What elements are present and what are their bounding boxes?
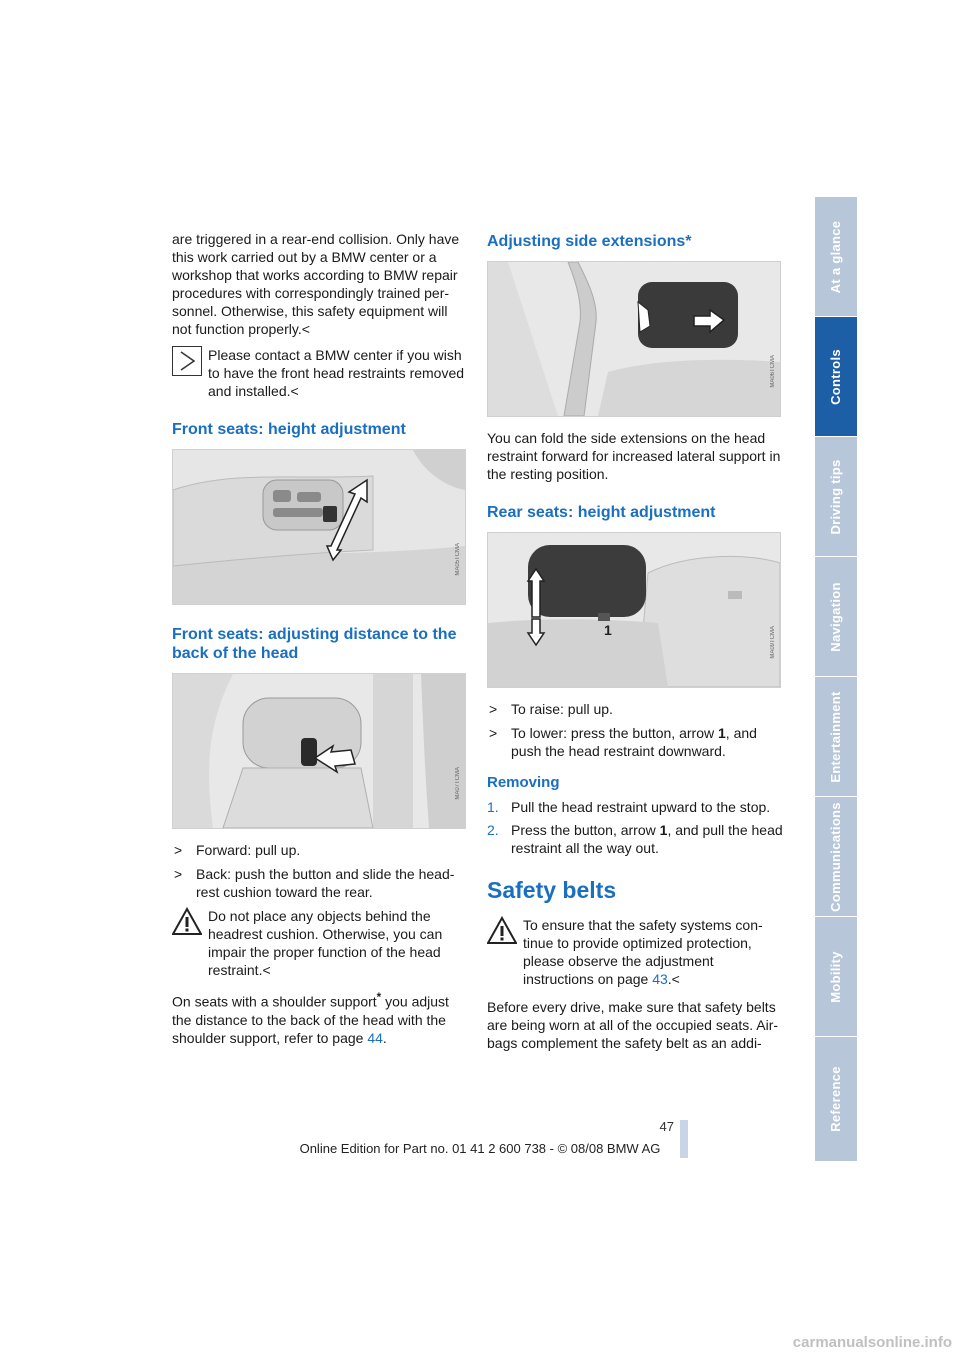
watermark: carmanualsonline.info	[792, 1334, 952, 1351]
heading-distance-adjustment: Front seats: adjusting distance to the back of the head	[172, 626, 457, 662]
rear-height-list	[487, 700, 783, 760]
warning-note: To ensure that the safety systems con-tinue to provide optimized protection, please observe the adjustment instructions on page 43.<	[487, 916, 783, 988]
info-arrow-icon	[172, 346, 202, 376]
list-item: > To raise: pull up.	[489, 701, 613, 717]
belts-paragraph: Before every drive, make sure that safety belts are being worn at all of the occupied seats. Air-bags complement the safety belt as an addi-	[487, 999, 779, 1051]
left-column	[172, 230, 468, 1055]
tab-entertainment[interactable]: Entertainment	[815, 677, 857, 797]
tab-reference[interactable]: Reference	[815, 1037, 857, 1162]
page-number: 47	[659, 1119, 674, 1134]
tab-navigation[interactable]: Navigation	[815, 557, 857, 677]
side-extensions-illustration	[488, 262, 780, 416]
page-link-43[interactable]: 43	[652, 971, 668, 987]
headrest-distance-illustration	[173, 674, 465, 828]
tab-mobility[interactable]: Mobility	[815, 917, 857, 1037]
info-note: Please contact a BMW center if you wish to have the front head restraints removed and installed.<	[172, 346, 468, 400]
removing-steps-list	[487, 798, 783, 857]
page-link-44[interactable]: 44	[367, 1029, 383, 1046]
footer-edition: Online Edition for Part no. 01 41 2 600 738 - © 08/08 BMW AG	[299, 1141, 661, 1156]
figure-code: MA05TCMA	[455, 543, 461, 576]
heading-height-adjustment: Front seats: height adjustment	[172, 421, 406, 438]
chapter-sidebar	[815, 197, 857, 1161]
intro-paragraph: are triggered in a rear-end collision. Only have this work carried out by a BMW center or a workshop that works according to BMW repair procedures with correspondingly trained per-sonnel. Otherwise, this safety equipment will not function properly.<	[172, 231, 460, 337]
figure-code: MA07TCMA	[455, 767, 461, 800]
figure-rear-height	[487, 532, 781, 688]
figure-code: MA09TCMA	[770, 626, 776, 659]
warning-triangle-icon	[487, 916, 517, 946]
tab-communications[interactable]: Communications	[815, 797, 857, 917]
list-item: 1. Pull the head restraint upward to the stop.	[487, 799, 771, 815]
right-column	[487, 230, 783, 1060]
rear-headrest-illustration	[488, 533, 780, 687]
figure-seat-height	[172, 449, 466, 605]
heading-side-extensions: Adjusting side extensions*	[487, 233, 692, 250]
figure-headrest-distance	[172, 673, 466, 829]
list-item: > Back: push the button and slide the head-rest cushion toward the rear.	[174, 866, 455, 900]
callout-number: 1	[604, 622, 612, 638]
heading-rear-height: Rear seats: height adjustment	[487, 504, 716, 521]
seat-height-illustration	[173, 450, 465, 604]
figure-code: MA06TCMA	[770, 355, 776, 388]
tab-at-a-glance[interactable]: At a glance	[815, 197, 857, 317]
heading-safety-belts: Safety belts	[487, 877, 617, 903]
distance-steps-list	[172, 841, 468, 901]
tab-controls[interactable]: Controls	[815, 317, 857, 437]
tab-driving-tips[interactable]: Driving tips	[815, 437, 857, 557]
list-item: 2. Press the button, arrow 1, and pull the head restraint all the way out.	[487, 822, 783, 856]
side-extensions-text: You can fold the side extensions on the head restraint forward for increased lateral support in the resting position.	[487, 430, 781, 482]
list-item: > To lower: press the button, arrow 1, and push the head restraint downward.	[489, 725, 757, 759]
list-item: > Forward: pull up.	[174, 842, 301, 858]
figure-side-extensions	[487, 261, 781, 417]
heading-removing: Removing	[487, 774, 560, 791]
warning-triangle-icon	[172, 907, 202, 937]
shoulder-support-paragraph: On seats with a shoulder support* you adjust the distance to the back of the head with the shoulder support, refer to page 44.	[172, 991, 449, 1046]
warning-note: Do not place any objects behind the headrest cushion. Otherwise, you can impair the proper function of the head restraint.<	[172, 907, 468, 979]
